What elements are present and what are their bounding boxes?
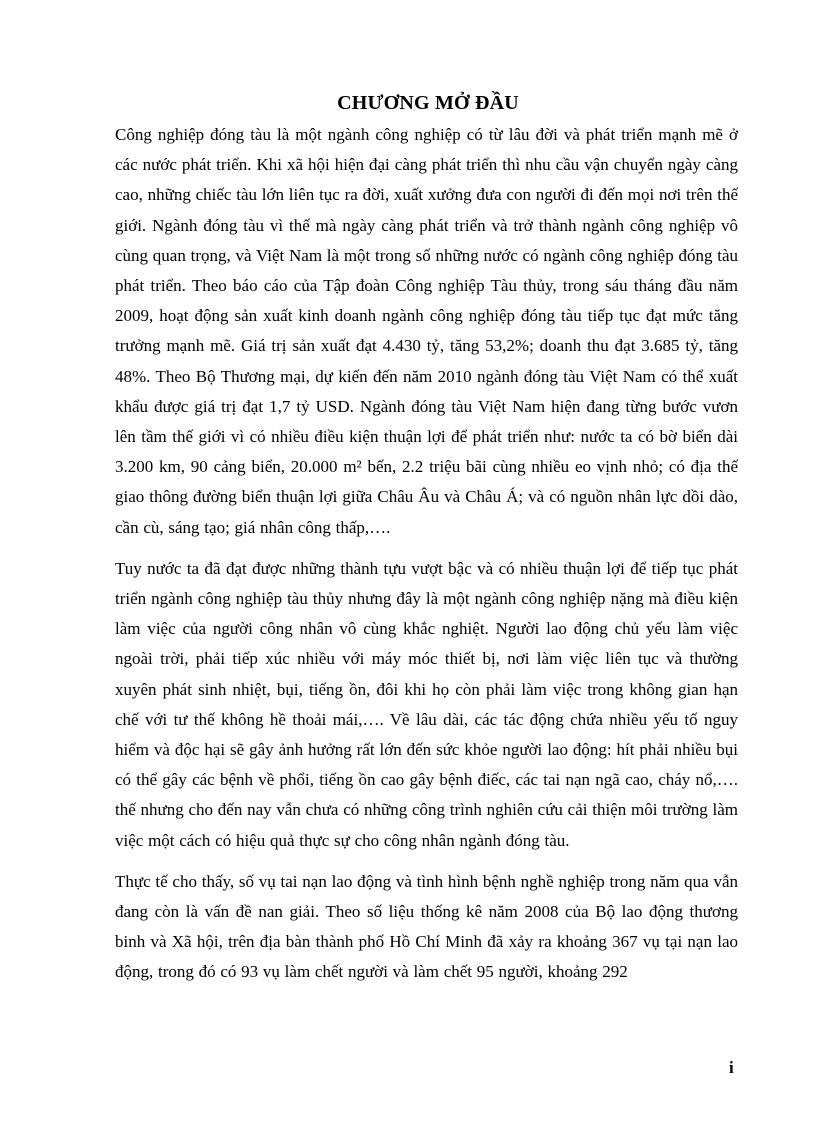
page-title: CHƯƠNG MỞ ĐẦU [337, 92, 519, 114]
paragraph-3: Thực tế cho thấy, số vụ tai nạn lao động và tình hình bệnh nghề nghiệp trong năm qua vẫn đang còn là vấn đề nan giải. Theo số liệu thống kê năm 2008 của Bộ lao động thương binh và Xã hội, trên địa bàn thành phố Hồ Chí Minh đã xảy ra khoảng 367 vụ tại nạn lao động, trong đó có 93 vụ làm chết người và làm chết 95 người, khoảng 292 [115, 871, 738, 982]
paragraph-1: Công nghiệp đóng tàu là một ngành công nghiệp có từ lâu đời và phát triển mạnh mẽ ở các nước phát triển. Khi xã hội hiện đại càng phát triển thì nhu cầu vận chuyển ngày càng cao, những chiếc tàu lớn liên tục ra đời, xuất xưởng đưa con người đi đến mọi nơi trên thế giới. Ngành đóng tàu vì thế mà ngày càng phát triển và trở thành ngành công nghiệp vô cùng quan trọng, và Việt Nam là một trong số những nước có ngành công nghiệp đóng tàu phát triển. Theo báo cáo của Tập đoàn Công nghiệp Tàu thủy, trong sáu tháng đầu năm 2009, hoạt động sản xuất kinh doanh ngành công nghiệp đóng tàu tiếp tục đạt mức tăng trưởng mạnh mẽ. Giá trị sản xuất đạt 4.430 tỷ, tăng 53,2%; doanh thu đạt 3.685 tỷ, tăng 48%. Theo Bộ Thương mại, dự kiến đến năm 2010 ngành đóng tàu Việt Nam có thể xuất khẩu được giá trị đạt 1,7 tỷ USD. Ngành đóng tàu Việt Nam hiện đang từng bước vươn lên tầm thế giới vì có nhiều điều kiện thuận lợi để phát triển như: nước ta có bờ biển dài 3.200 km, 90 cảng biển, 20.000 m² bến, 2.2 triệu bãi cùng nhiều eo vịnh nhỏ; có địa thế giao thông đường biển thuận lợi giữa Châu Âu và Châu Á; và có nguồn nhân lực dồi dào, cần cù, sáng tạo; giá nhân công thấp,…. [115, 125, 738, 537]
document-body [115, 120, 738, 988]
page-number: i [729, 1058, 734, 1077]
paragraph-2: Tuy nước ta đã đạt được những thành tựu vượt bậc và có nhiều thuận lợi để tiếp tục phát triển ngành công nghiệp tàu thủy nhưng đây là một ngành công nghiệp nặng mà điều kiện làm việc của người công nhân vô cùng khắc nghiệt. Người lao động chủ yếu làm việc ngoài trời, phải tiếp xúc nhiều với máy móc thiết bị, nơi làm việc liên tục và thường xuyên phát sinh nhiệt, bụi, tiếng ồn, đôi khi họ còn phải làm việc trong không gian hạn chế với tư thế không hề thoải mái,…. Về lâu dài, các tác động chứa nhiều yếu tố nguy hiểm và độc hại sẽ gây ảnh hưởng rất lớn đến sức khỏe người lao động: hít phải nhiều bụi có thể gây các bệnh về phổi, tiếng ồn cao gây bệnh điếc, các tai nạn ngã cao, cháy nổ,…. thế nhưng cho đến nay vẫn chưa có những công trình nghiên cứu cải thiện môi trường làm việc một cách có hiệu quả thực sự cho công nhân ngành đóng tàu. [115, 558, 738, 850]
